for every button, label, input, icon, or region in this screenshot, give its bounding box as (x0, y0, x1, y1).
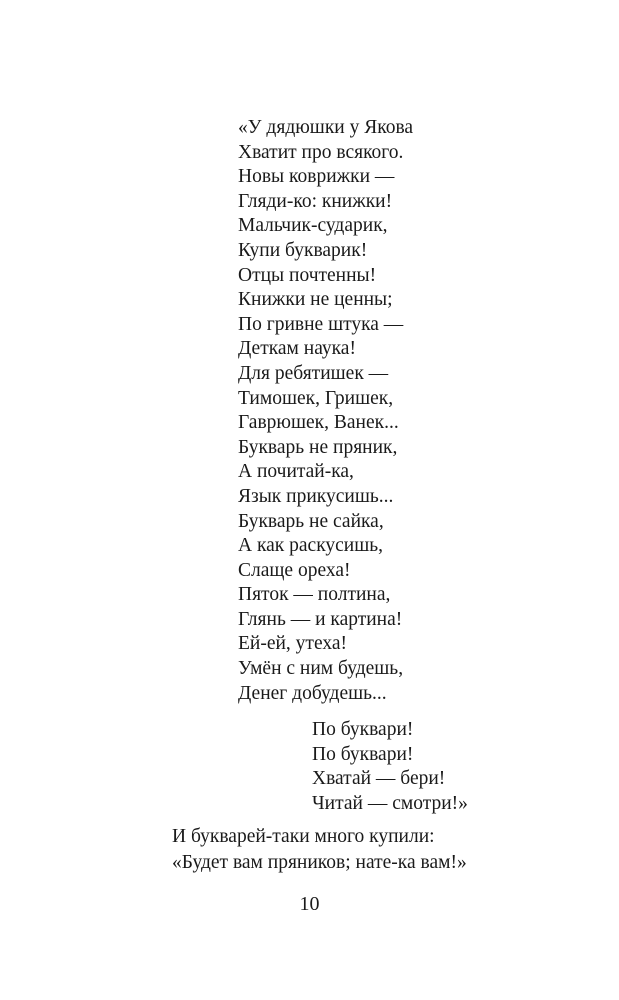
poem-main-stanza (238, 116, 413, 706)
poem-line: Глянь — и картина! (238, 608, 403, 630)
poem-line: Денег добудешь... (238, 682, 387, 704)
poem-line: Пяток — полтина, (238, 584, 391, 606)
poem-line: Купи букварик! (238, 239, 368, 261)
poem-line: Умён с ним будешь, (238, 658, 404, 680)
poem-line: Гаврюшек, Ванек... (238, 412, 399, 434)
poem-line: Отцы почтенны! (238, 264, 377, 286)
poem-line: Для ребятишек — (238, 362, 389, 384)
poem-line: А как раскусишь, (238, 535, 384, 557)
poem-line: Букварь не сайка, (238, 510, 384, 532)
poem-line: Мальчик-сударик, (238, 215, 388, 237)
poem-line: Ей-ей, утеха! (238, 633, 347, 655)
poem-line: Гляди-ко: книжки! (238, 190, 393, 212)
poem-chorus-stanza (312, 718, 468, 816)
closing-line: И букварей-таки много купили: (172, 826, 435, 847)
poem-line: «У дядюшки у Якова (238, 117, 414, 138)
poem-line: Книжки не ценны; (238, 289, 393, 311)
page-number: 10 (299, 893, 320, 915)
chorus-line: Хватай — бери! (312, 768, 446, 790)
poem-line: А почитай-ка, (238, 461, 354, 483)
chorus-line: По буквари! (312, 743, 414, 765)
poem-line: Язык прикусишь... (238, 485, 394, 507)
poem-line: Слаще ореха! (238, 559, 351, 581)
closing-line: «Будет вам пряников; нате-ка вам!» (172, 852, 467, 873)
poem-line: Хватит про всякого. (238, 141, 404, 163)
closing-couplet (172, 824, 467, 876)
chorus-line: Читай — смотри!» (312, 792, 468, 814)
poem-line: Букварь не пряник, (238, 436, 398, 458)
poem-line: Новы коврижки — (238, 166, 395, 188)
poem-line: Деткам наука! (238, 338, 356, 360)
poem-line: Тимошек, Гришек, (238, 387, 394, 409)
poem-line: По гривне штука — (238, 313, 404, 335)
chorus-line: По буквари! (312, 719, 414, 740)
